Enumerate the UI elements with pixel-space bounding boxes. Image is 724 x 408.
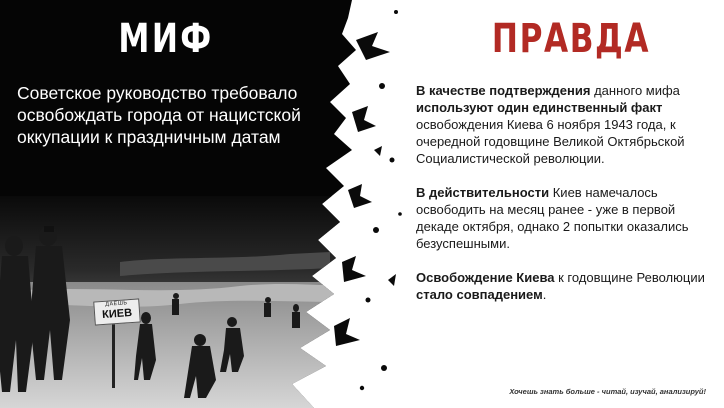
truth-p3-bold-1: Освобождение Киева (416, 270, 555, 285)
myth-title: МИФ (118, 16, 214, 62)
truth-p3-normal-1: к годовщине Революции (554, 270, 705, 285)
sign-top-text: ДАЁШЬ (105, 300, 128, 308)
truth-p1-bold-2: используют один единственный факт (416, 100, 663, 115)
truth-paragraph-2 (416, 184, 716, 252)
brush-specks (334, 10, 402, 390)
kiev-sign (93, 298, 141, 325)
truth-p3-bold-2: стало совпадением (416, 287, 543, 302)
truth-paragraph-1 (416, 82, 716, 167)
truth-p1-bold-1: В качестве подтверждения (416, 83, 591, 98)
truth-title: ПРАВДА (491, 16, 651, 62)
truth-p1-normal-2: освобождения Киева 6 ноября 1943 года, к очередной годовщине Великой Октябрьской Социалистической революции. (416, 117, 685, 166)
truth-p2-bold: В действительности (416, 185, 550, 200)
truth-text-block (416, 82, 716, 320)
truth-paragraph-3 (416, 269, 716, 303)
truth-p1-normal-1: данного мифа (590, 83, 680, 98)
truth-p2-normal: Киев намечалось освободить на месяц ранее - уже в первой декаде октября, однако 2 попытки оказались безуспешными. (416, 185, 689, 251)
sign-main-text: КИЕВ (101, 306, 133, 322)
myth-statement: Советское руководство требовало освобождать города от нацистской оккупации к праздничным датам (17, 83, 301, 147)
truth-p3-normal-2: . (542, 287, 547, 302)
footer-slogan: Хочешь знать больше - читай, изучай, анализируй! (509, 387, 706, 396)
